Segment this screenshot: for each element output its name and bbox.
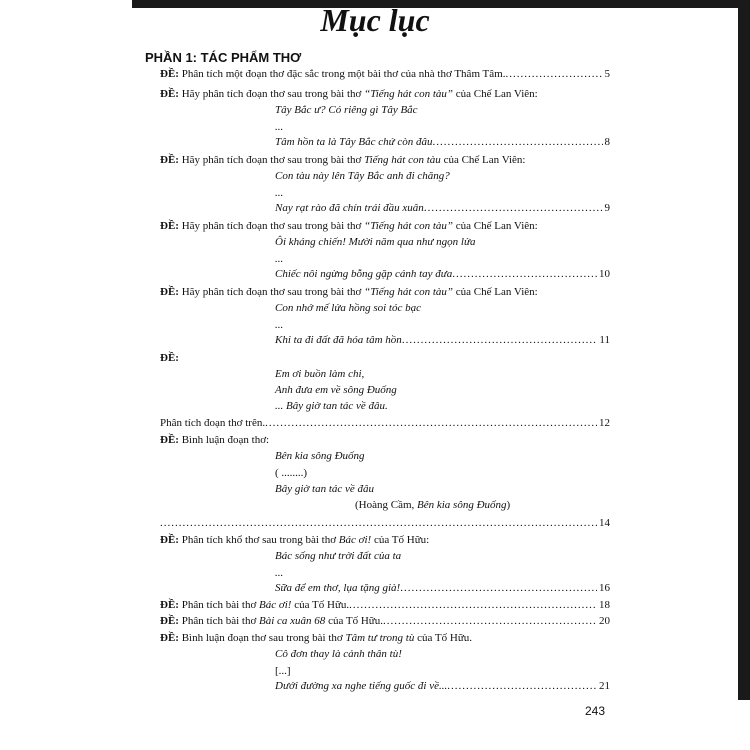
toc-entry-4-heading[interactable] <box>160 220 538 232</box>
toc-entry-5-last-line[interactable] <box>275 334 610 350</box>
entry-text: Hãy phân tích đoạn thơ sau trong bài thơ <box>178 154 365 166</box>
verse-line: Bây giờ tan tác về đâu <box>275 483 375 495</box>
toc-entry-8-last-line[interactable] <box>275 582 610 598</box>
entry-text: của Tố Hữu. <box>414 632 473 644</box>
verse-line: Con tàu này lên Tây Bắc anh đi chăng? <box>275 170 450 182</box>
toc-entry-11-heading[interactable] <box>160 632 472 644</box>
verse-ellipsis: ... <box>275 121 284 133</box>
page-ref: 8 <box>604 136 610 148</box>
toc-entry-9[interactable] <box>160 599 610 615</box>
toc-entry-7-heading[interactable] <box>160 434 269 446</box>
toc-entry-2-last-line[interactable] <box>275 136 610 152</box>
verse-line: Cô đơn thay là cảnh thân tù! <box>275 648 402 660</box>
poem-title: Tiếng hát con tàu <box>364 154 441 166</box>
poem-title: “Tiếng hát con tàu” <box>364 220 454 232</box>
verse-line: Con nhớ mế lửa hồng soi tóc bạc <box>275 302 421 314</box>
page-right-edge <box>738 0 750 700</box>
dot-leader <box>349 599 597 611</box>
entry-text: Phân tích đoạn thơ trên. <box>160 417 266 429</box>
verse-line: Tây Bắc ư? Có riêng gì Tây Bắc <box>275 104 418 116</box>
verse-line: Anh đưa em về sông Đuống <box>275 384 397 396</box>
dot-leader <box>447 680 597 692</box>
toc-entry-2-heading[interactable] <box>160 88 538 100</box>
entry-text: của Chế Lan Viên: <box>453 220 538 232</box>
de-label: ĐỀ: <box>160 68 179 80</box>
entry-text: của Tố Hữu: <box>371 534 430 546</box>
de-label: ĐỀ: <box>160 632 179 644</box>
poem-title: Bài ca xuân 68 <box>259 615 326 627</box>
verse-line: Em ơi buồn làm chi, <box>275 368 365 380</box>
entry-text: của Chế Lan Viên: <box>453 88 538 100</box>
verse-line: Sữa để em thơ, lụa tặng già! <box>275 582 401 594</box>
dot-leader <box>160 517 597 529</box>
toc-entry-11-last-line[interactable] <box>275 680 610 696</box>
dot-leader <box>400 582 597 594</box>
toc-entry-7-leader[interactable] <box>160 517 610 533</box>
toc-entry-3-heading[interactable] <box>160 154 525 166</box>
source-text: ) <box>506 499 511 511</box>
page-ref: 11 <box>599 334 610 346</box>
dot-leader <box>452 268 597 280</box>
verse-line: Tâm hồn ta là Tây Bắc chứ còn đâu <box>275 136 433 148</box>
page-ref: 12 <box>599 417 610 429</box>
entry-text: Hãy phân tích đoạn thơ sau trong bài thơ <box>178 220 365 232</box>
page-ref: 10 <box>599 268 610 280</box>
entry-text: Bình luận đoạn thơ sau trong bài thơ <box>178 632 346 644</box>
de-label: ĐỀ: <box>160 220 179 232</box>
entry-text: Hãy phân tích đoạn thơ sau trong bài thơ <box>178 88 365 100</box>
entry-text: Phân tích khổ thơ sau trong bài thơ <box>178 534 339 546</box>
dot-leader <box>402 334 598 346</box>
de-label: ĐỀ: <box>160 286 179 298</box>
verse-line: Bên kia sông Đuống <box>275 450 365 462</box>
page-number: 243 <box>585 704 606 718</box>
entry-text: của Tố Hữu. <box>291 599 350 611</box>
dot-leader <box>383 615 597 627</box>
source-text: (Hoàng Cầm, <box>355 499 418 511</box>
poem-source <box>355 499 510 511</box>
part-heading: PHẦN 1: TÁC PHẨM THƠ <box>145 50 302 65</box>
toc-entry-4-last-line[interactable] <box>275 268 610 284</box>
verse-line: Nay rạt rào đã chín trái đầu xuân <box>275 202 424 214</box>
page-ref: 14 <box>599 517 610 529</box>
page-ref: 21 <box>599 680 610 692</box>
entry-text: của Tố Hữu. <box>325 615 384 627</box>
de-label: ĐỀ: <box>160 615 179 627</box>
page-ref: 9 <box>604 202 610 214</box>
poem-title: Tâm tư trong tù <box>345 632 415 644</box>
page-ref: 18 <box>599 599 610 611</box>
entry-text: Phân tích bài thơ <box>178 599 260 611</box>
verse-ellipsis: ... <box>275 567 284 579</box>
de-label: ĐỀ: <box>160 599 179 611</box>
toc-entry-3-last-line[interactable] <box>275 202 610 218</box>
verse-ellipsis: ( ........) <box>275 467 308 479</box>
toc-entry-5-heading[interactable] <box>160 286 538 298</box>
verse-line: ... Bây giờ tan tác về đâu. <box>275 400 388 412</box>
verse-line: Chiếc nôi ngừng bỗng gặp cánh tay đưa <box>275 268 453 280</box>
entry-text: Bình luận đoạn thơ: <box>178 434 270 446</box>
de-label: ĐỀ: <box>160 434 179 446</box>
dot-leader <box>505 68 602 80</box>
verse-ellipsis: [...] <box>275 665 291 677</box>
toc-entry-1[interactable] <box>160 68 610 84</box>
poem-title: Bác ơi! <box>259 599 292 611</box>
de-label: ĐỀ: <box>160 88 179 100</box>
page-ref: 5 <box>604 68 610 80</box>
entry-text: Phân tích bài thơ <box>178 615 260 627</box>
poem-title: Bên kia sông Đuống <box>417 499 507 511</box>
de-label: ĐỀ: <box>160 534 179 546</box>
verse-ellipsis: ... <box>275 253 284 265</box>
page-title: Mục lục <box>320 2 430 38</box>
dot-leader <box>433 136 603 148</box>
verse-line: Ôi kháng chiến! Mười năm qua như ngọn lửa <box>275 236 476 248</box>
toc-entry-8-heading[interactable] <box>160 534 429 546</box>
entry-text: của Chế Lan Viên: <box>440 154 526 166</box>
verse-line: Dưới đường xa nghe tiếng guốc đi về... <box>275 680 448 692</box>
verse-line: Khi ta đi đất đã hóa tâm hồn <box>275 334 402 346</box>
dot-leader <box>265 417 597 429</box>
poem-title: Bác ơi! <box>338 534 372 546</box>
entry-text: của Chế Lan Viên: <box>453 286 538 298</box>
verse-line: Bác sống như trời đất của ta <box>275 550 402 562</box>
toc-entry-6[interactable] <box>160 417 610 433</box>
dot-leader <box>424 202 603 214</box>
toc-entry-10[interactable] <box>160 615 610 631</box>
de-label: ĐỀ: <box>160 352 179 364</box>
verse-ellipsis: ... <box>275 319 284 331</box>
poem-title: “Tiếng hát con tàu” <box>364 88 454 100</box>
entry-text: Hãy phân tích đoạn thơ sau trong bài thơ <box>178 286 365 298</box>
poem-title: “Tiếng hát con tàu” <box>364 286 454 298</box>
entry-text: Phân tích một đoạn thơ đặc sắc trong một bài thơ của nhà thơ Thâm Tâm. <box>178 68 506 80</box>
de-label: ĐỀ: <box>160 154 179 166</box>
page-ref: 20 <box>599 615 610 627</box>
page-ref: 16 <box>599 582 610 594</box>
verse-ellipsis: ... <box>275 187 284 199</box>
